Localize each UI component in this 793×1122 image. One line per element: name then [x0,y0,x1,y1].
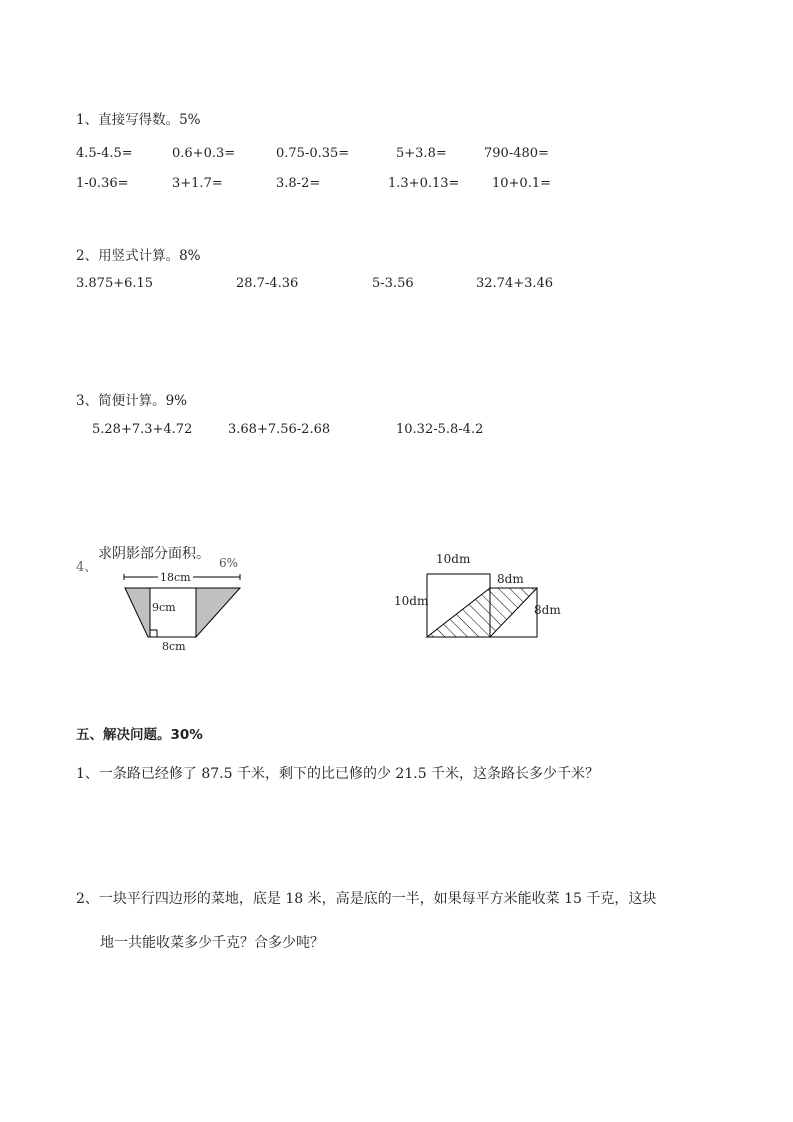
problem: 10.32-5.8-4.2 [396,422,484,437]
problem: 3.875+6.15 [76,276,154,291]
problem: 0.6+0.3= [172,146,236,161]
label-bottom: 8cm [162,640,186,653]
label-square-top: 10dm [436,552,471,566]
section-4-title: 求阴影部分面积。 [98,546,210,562]
problem: 3.8-2= [276,176,321,191]
problem: 1.3+0.13= [388,176,460,191]
label-square-left: 10dm [394,594,429,608]
section-3-title: 3、简便计算。9% [76,393,188,409]
label-small-right: 8dm [534,603,561,617]
label-small-top: 8dm [497,572,524,586]
section-5-title: 五、解决问题。30% [76,727,203,743]
section-4-number: 4、 [76,560,98,575]
problem: 4.5-4.5= [76,146,133,161]
problem: 0.75-0.35= [276,146,350,161]
label-height: 9cm [152,601,176,614]
problem: 3.68+7.56-2.68 [228,422,331,437]
problem: 790-480= [484,146,549,161]
problem: 28.7-4.36 [236,276,299,291]
problem: 5+3.8= [396,146,447,161]
problem: 10+0.1= [492,176,552,191]
word-problem-1: 1、一条路已经修了 87.5 千米，剩下的比已修的少 21.5 千米，这条路长多少千米？ [76,766,600,782]
problem: 5-3.56 [372,276,414,291]
word-problem-2-cont: 地一共能收菜多少千克？合多少吨？ [100,935,324,951]
label-top: 18cm [160,571,191,584]
problem: 32.74+3.46 [476,276,554,291]
section-2-title: 2、用竖式计算。8% [76,248,201,264]
word-problem-2: 2、一块平行四边形的菜地，底是 18 米，高是底的一半，如果每平方米能收菜 15 千克，这块 [76,891,657,907]
section-4-percent: 6% [219,556,239,570]
problem: 1-0.36= [76,176,129,191]
section-1-title: 1、直接写得数。5% [76,112,201,128]
problem: 5.28+7.3+4.72 [92,422,193,437]
problem: 3+1.7= [172,176,223,191]
